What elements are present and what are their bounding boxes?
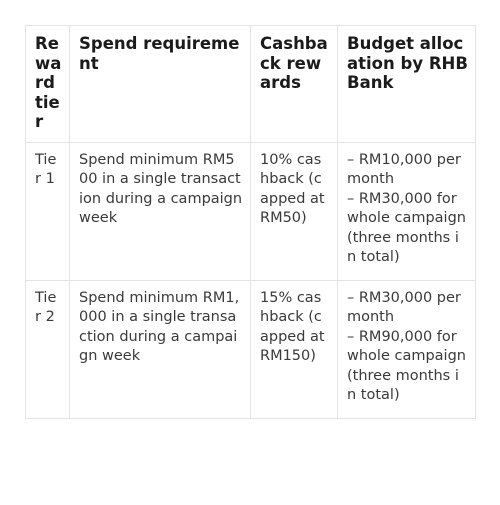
budget-campaign: – RM90,000 for whole campaign (three months in total): [347, 328, 466, 403]
cashback-cell: 10% cashback (capped at RM50): [251, 142, 338, 280]
budget-campaign: – RM30,000 for whole campaign (three months in total): [347, 190, 466, 265]
spend-requirement-cell: Spend minimum RM500 in a single transaction during a campaign week: [70, 142, 251, 280]
header-spend-requirement: Spend requirement: [70, 26, 251, 143]
reward-tier-table: [25, 25, 476, 419]
table-body: [26, 142, 476, 418]
tier-cell: Tier 2: [26, 280, 70, 418]
spend-requirement-cell: Spend minimum RM1,000 in a single transaction during a campaign week: [70, 280, 251, 418]
header-row: [26, 26, 476, 143]
tier-cell: Tier 1: [26, 142, 70, 280]
budget-monthly: – RM30,000 per month: [347, 289, 461, 325]
cashback-cell: 15% cashback (capped at RM150): [251, 280, 338, 418]
header-budget-allocation: Budget allocation by RHB Bank: [338, 26, 476, 143]
budget-allocation-cell: [338, 280, 476, 418]
table-row: [26, 142, 476, 280]
table-row: [26, 280, 476, 418]
budget-monthly: – RM10,000 per month: [347, 151, 461, 187]
table-header: [26, 26, 476, 143]
header-cashback-rewards: Cashback rewards: [251, 26, 338, 143]
header-reward-tier: Reward tier: [26, 26, 70, 143]
budget-allocation-cell: [338, 142, 476, 280]
reward-table-container: [25, 25, 475, 419]
